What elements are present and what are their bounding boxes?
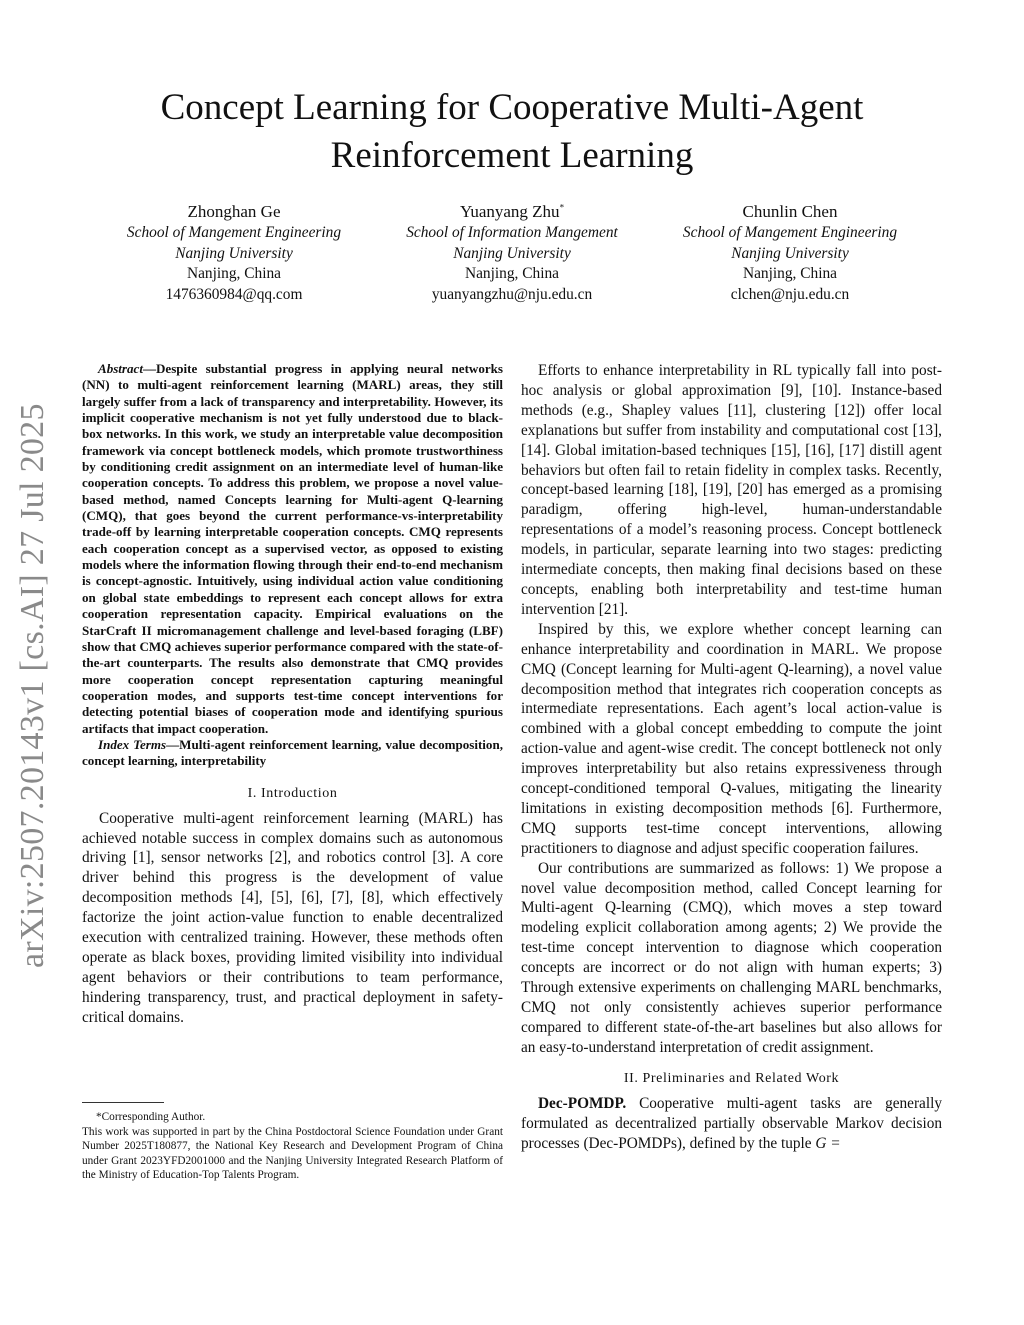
abstract <box>82 361 503 737</box>
author-block <box>96 201 928 305</box>
footnote-rule <box>82 1102 164 1103</box>
author-3 <box>652 201 928 305</box>
author-univ: Nanjing University <box>175 244 293 262</box>
author-email: clchen@nju.edu.cn <box>730 285 850 303</box>
dec-pomdp-text: Cooperative multi-agent tasks are generally formulated as decentralized partially observable Markov decision processes (Dec-POMDPs), defined by the tuple <box>521 1094 942 1152</box>
corresponding-mark: * <box>559 202 565 213</box>
section-heading-preliminaries: II. Preliminaries and Related Work <box>623 1070 840 1086</box>
author-email: yuanyangzhu@nju.edu.cn <box>431 285 593 303</box>
author-name: Chunlin Chen <box>742 202 838 221</box>
author-name: Yuanyang Zhu <box>459 202 560 221</box>
author-dept: School of Mangement Engineering <box>126 224 342 241</box>
footnotes <box>82 1110 503 1183</box>
right-paragraph-3: Our contributions are summarized as follows: 1) We propose a novel value decomposition method, called Concept learning for Multi-agent Q-learning (CMQ), which moves a step toward modeling explicit collaboration among agents; 2) We provide the test-time concept intervention to diagnose which cooperation concepts are incorrect or do not align with human experts; 3) Through extensive experiments on challenging MARL benchmarks, CMQ not only consistently achieves superior performance compared to different state-of-the-art baselines but also allows for an easy-to-understand interpretation of credit assignment. <box>521 859 942 1056</box>
index-terms-text: —Multi-agent reinforcement learning, value decomposition, concept learning, interpretability <box>82 736 503 769</box>
footnote-corresponding: *Corresponding Author. <box>96 1111 206 1123</box>
author-name: Zhonghan Ge <box>187 202 281 221</box>
author-email: 1476360984@qq.com <box>165 285 303 303</box>
index-terms-label: Index Terms <box>98 736 167 752</box>
author-city: Nanjing, China <box>186 265 282 283</box>
author-1 <box>96 201 372 305</box>
right-column <box>521 361 942 1153</box>
author-univ: Nanjing University <box>731 244 849 262</box>
arxiv-id-text: arXiv:2507.20143v1 [cs.AI] 27 Jul 2025 <box>14 403 51 968</box>
section-heading-introduction: I. Introduction <box>247 785 338 801</box>
arxiv-identifier <box>8 380 78 980</box>
paper-title <box>100 84 924 180</box>
footnote-funding: This work was supported in part by the China Postdoctoral Science Foundation under Grant Number 2025T180877, the National Key Research and Development Program of China under Grant 2023YFD2001000 and the Nanjing University Integrated Research Platform of the Ministry of Education-Top Talents Program. <box>82 1125 503 1181</box>
dec-pomdp-lead: Dec-POMDP. <box>538 1094 627 1112</box>
abstract-label: Abstract <box>98 361 143 376</box>
left-column <box>82 361 503 1028</box>
right-paragraph-1: Efforts to enhance interpretability in RL typically fall into post-hoc analysis or global approximation [9], [10]. Instance-based methods (e.g., Shapley values [11], clustering [12]) offer local explanations but suffer from instability and computational cost [13], [14]. Global imitation-based techniques [15], [16], [17] distill agent behaviors but often fail to retain fidelity in complex tasks. Recently, concept-based learning [18], [19], [20] has emerged as a promising paradigm, offering high-level, human-understandable representations of a model’s reasoning process. Concept bottleneck models, in particular, separate learning into two stages: predicting intermediate concepts, then making final decisions based on these concepts, enabling both interpretability and test-time human intervention [21]. <box>521 362 942 618</box>
author-dept: School of Mangement Engineering <box>682 224 898 241</box>
index-terms <box>82 737 503 770</box>
right-paragraph-4 <box>521 1094 942 1154</box>
title-line-2: Reinforcement Learning <box>330 135 694 176</box>
author-dept: School of Information Mangement <box>406 224 618 241</box>
author-2 <box>374 201 650 305</box>
author-city: Nanjing, China <box>464 265 560 283</box>
abstract-text: —Despite substantial progress in applying neural networks (NN) to multi-agent reinforcement learning (MARL) areas, they still largely suffer from a lack of transparency and interpretability. However, its implicit cooperative mechanism is not yet fully understood due to black-box networks. In this work, we study an interpretable value decomposition framework via concept bottleneck models, which promote trustworthiness by conditioning credit assignment on an intermediate level of human-like cooperation concepts. To address this problem, we propose a novel value-based method, named Concepts learning for Multi-agent Q-learning (CMQ), that goes beyond the current performance-vs-interpretability trade-off by learning interpretable cooperation concepts. CMQ represents each cooperation concept as a supervised vector, as opposed to existing models where the information flowing through their end-to-end mechanism is concept-agnostic. Intuitively, using individual action value conditioning on global state embeddings to represent each concept allows for extra cooperation representation capacity. Empirical evaluations on the StarCraft II micromanagement challenge and level-based foraging (LBF) show that CMQ achieves superior performance compared with the state-of-the-art counterparts. The results also demonstrate that CMQ provides more cooperation concept representation capturing meaningful cooperation modes, and supports test-time concept interventions for detecting potential biases of cooperation mode and identifying spurious artifacts that impact cooperation. <box>82 361 503 736</box>
author-city: Nanjing, China <box>742 265 838 283</box>
title-line-1: Concept Learning for Cooperative Multi-Agent <box>160 87 864 128</box>
intro-paragraph-1: Cooperative multi-agent reinforcement learning (MARL) has achieved notable success in complex domains such as autonomous driving [1], sensor networks [2], and robotics control [3]. A core driver behind this progress is the development of value decomposition methods [4], [5], [6], [7], [8], which effectively factorize the joint action-value function to enable decentralized execution with centralized training. However, these methods often operate as black boxes, providing limited visibility into individual agent behaviors or their contributions to team performance, hindering transparency, trust, and practical deployment in safety-critical domains. <box>82 809 503 1026</box>
author-univ: Nanjing University <box>453 244 571 262</box>
right-paragraph-2: Inspired by this, we explore whether concept learning can enhance interpretability and coordination in MARL. We propose CMQ (Concept learning for Multi-agent Q-learning), a novel value decomposition method that integrates rich cooperation concepts as intermediate representations. Each agent’s local action-value is combined with a global concept embedding to compute the joint action-value and agent-wise credit. The concept bottleneck not only improves interpretability but also retains expressiveness through concept-conditioned temporal Q-values, mitigating the linearity limitations in existing decomposition methods [6]. Furthermore, CMQ supports test-time concept interventions, allowing practitioners to diagnose and adjust specific cooperation failures. <box>521 620 942 857</box>
tuple-math: G = <box>815 1134 841 1152</box>
